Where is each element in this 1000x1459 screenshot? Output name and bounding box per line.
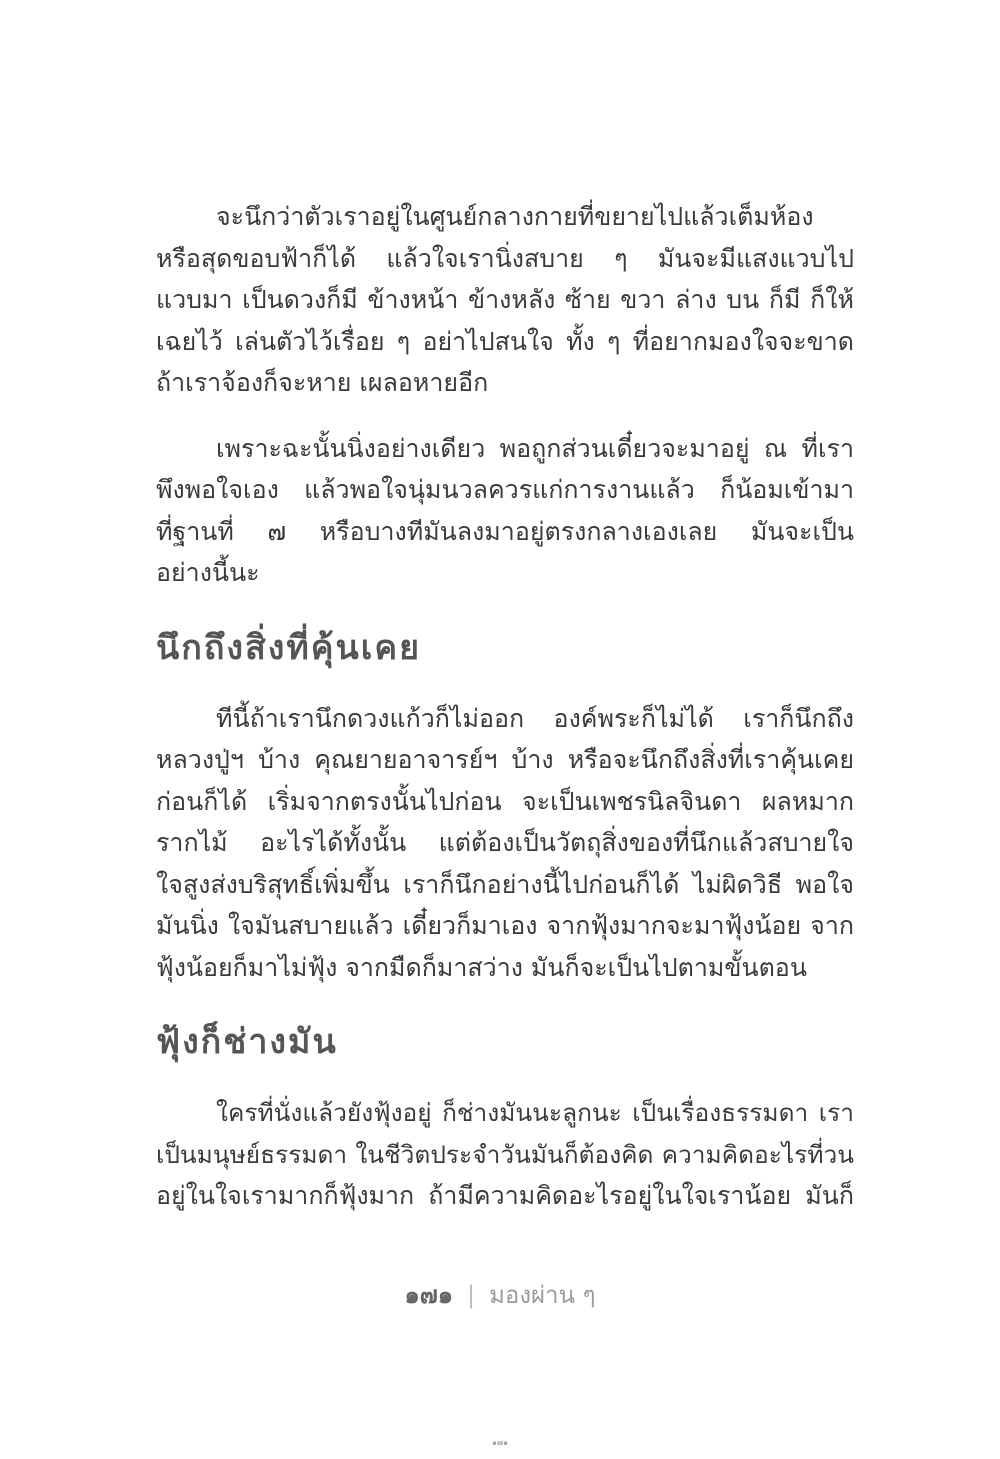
paragraph-2 [156,428,854,594]
text-line: ที่ฐานที่ ๗ หรือบางทีมันลงมาอยู่ตรงกลางเองเลย มันจะเป็น [156,516,854,546]
text-line: พึงพอใจเอง แล้วพอใจนุ่มนวลควรแก่การงานแล้ว ก็น้อมเข้ามา [156,475,854,504]
text-line: แวบมา เป็นดวงก็มี ข้างหน้า ข้างหลัง ซ้าย ขวา ล่าง บน ก็มี ก็ให้ [156,285,854,314]
section-heading-let-it-wander: ฟุ้งก็ช่างมัน [156,1022,338,1062]
text-line: ก่อนก็ได้ เริ่มจากตรงนั้นไปก่อน จะเป็นเพชรนิลจินดา ผลหมาก [156,786,854,816]
text-line: หลวงปู่ฯ บ้าง คุณยายอาจารย์ฯ บ้าง หรือจะนึกถึงสิ่งที่เราคุ้นเคย [156,745,854,774]
text-line: อยู่ในใจเรามากก็ฟุ้งมาก ถ้ามีความคิดอะไรอยู่ในใจเราน้อย มันก็ [156,1181,854,1210]
text-line: เพราะฉะนั้นนิ่งอย่างเดียว พอถูกส่วนเดี๋ยวจะมาอยู่ ณ ที่เรา [216,433,854,463]
footer-separator: | [467,1281,476,1309]
text-line: ใจสูงส่งบริสุทธิ์เพิ่มขึ้น เราก็นึกอย่างนี้ไปก่อนก็ได้ ไม่ผิดวิธี พอใจ [156,869,854,899]
text-line: หรือสุดขอบฟ้าก็ได้ แล้วใจเรานิ่งสบาย ๆ มันจะมีแสงแวบไป [156,243,854,273]
text-line: รากไม้ อะไรได้ทั้งนั้น แต่ต้องเป็นวัตถุสิ่งของที่นึกแล้วสบายใจ [156,828,854,857]
text-line: เฉยไว้ เล่นตัวไว้เรื่อย ๆ อย่าไปสนใจ ทั้ง ๆ ที่อยากมองใจจะขาด [156,326,854,356]
text-line: มันนิ่ง ใจมันสบายแล้ว เดี๋ยวก็มาเอง จากฟุ้งมากจะมาฟุ้งน้อย จาก [156,911,854,940]
text-line: ทีนี้ถ้าเรานึกดวงแก้วก็ไม่ออก องค์พระก็ไม่ได้ เราก็นึกถึง [216,703,854,733]
text-line: เป็นมนุษย์ธรรมดา ในชีวิตประจำวันมันก็ต้องคิด ความคิดอะไรที่วน [156,1139,854,1169]
text-line: ถ้าเราจ้องก็จะหาย เผลอหายอีก [156,368,489,397]
paragraph-3 [156,698,854,989]
section-heading-familiar-things: นึกถึงสิ่งที่คุ้นเคย [156,627,422,668]
text-line: ฟุ้งน้อยก็มาไม่ฟุ้ง จากมืดก็มาสว่าง มันก็จะเป็นไปตามขั้นตอน [156,952,807,982]
text-line: ใครที่นั่งแล้วยังฟุ้งอยู่ ก็ช่างมันนะลูกนะ เป็นเรื่องธรรมดา เรา [216,1098,854,1127]
print-mark: ๑๗๑ [491,1438,509,1447]
paragraph-1 [156,196,854,404]
book-title: มองผ่าน ๆ [489,1281,596,1309]
paragraph-4 [156,1092,854,1217]
page-footer [0,1278,1000,1312]
text-line: อย่างนี้นะ [156,558,260,587]
page-content [156,196,854,1241]
text-line: จะนึกว่าตัวเราอยู่ในศูนย์กลางกายที่ขยายไปแล้วเต็มห้อง [216,202,814,231]
page-number: ๑๗๑ [404,1281,453,1309]
